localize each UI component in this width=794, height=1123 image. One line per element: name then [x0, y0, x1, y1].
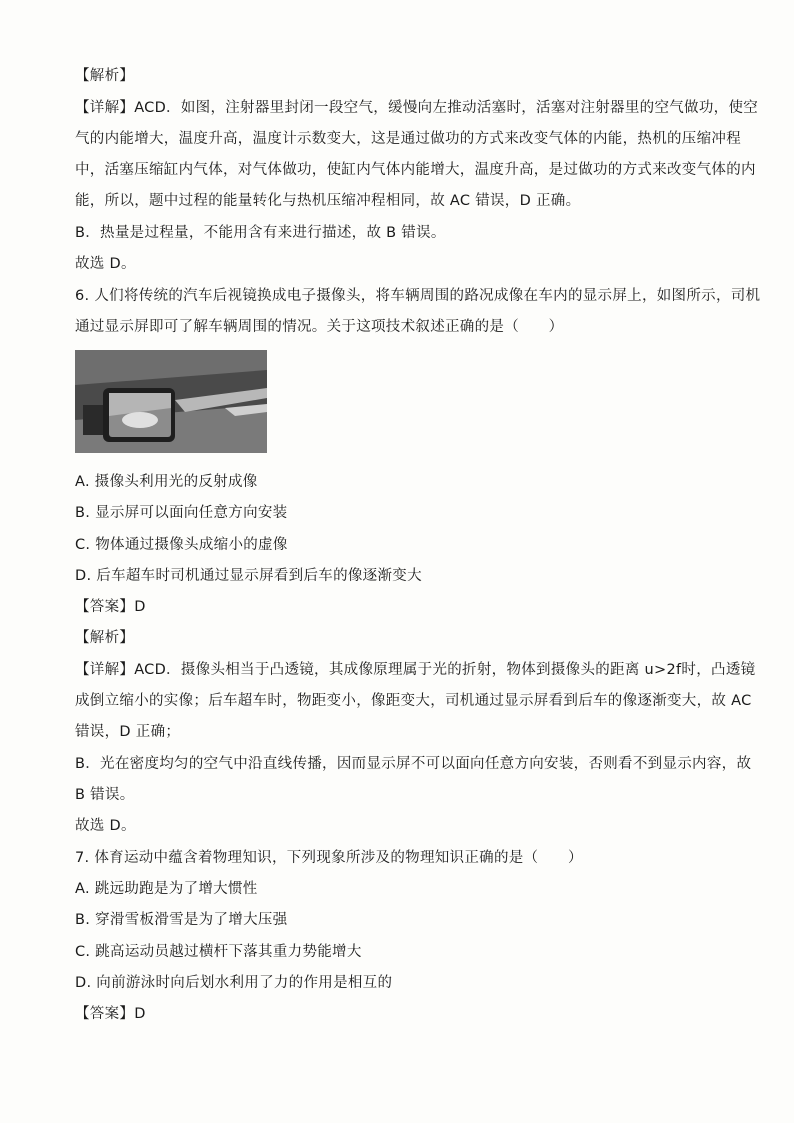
option-c: C. 物体通过摄像头成缩小的虚像 [75, 537, 288, 553]
option-c: C. 跳高运动员越过横杆下落其重力势能增大 [75, 944, 362, 960]
question-6-stem: 通过显示屏即可了解车辆周围的情况。关于这项技术叙述正确的是（ ） [75, 319, 564, 335]
answer-line: 【答案】D [75, 599, 146, 615]
detail-paragraph: B 错误。 [75, 787, 135, 803]
conclusion-line: 故选 D。 [75, 256, 136, 272]
question-7-stem: 7. 体育运动中蕴含着物理知识，下列现象所涉及的物理知识正确的是（ ） [75, 850, 583, 866]
detail-paragraph: 气的内能增大，温度升高，温度计示数变大，这是通过做功的方式来改变气体的内能，热机的压缩冲程 [75, 131, 741, 147]
detail-paragraph: 错误，D 正确； [75, 724, 181, 740]
detail-paragraph: 【详解】ACD．摄像头相当于凸透镜，其成像原理属于光的折射，物体到摄像头的距离 u>2f时，凸透镜 [75, 662, 756, 678]
detail-paragraph: 【详解】ACD．如图，注射器里封闭一段空气，缓慢向左推动活塞时，活塞对注射器里的空气做功，使空 [75, 100, 759, 116]
question-6-stem: 6. 人们将传统的汽车后视镜换成电子摄像头，将车辆周围的路况成像在车内的显示屏上，如图所示，司机 [75, 288, 761, 304]
detail-paragraph: 能，所以，题中过程的能量转化与热机压缩冲程相同，故 AC 错误，D 正确。 [75, 193, 581, 209]
option-d: D. 向前游泳时向后划水利用了力的作用是相互的 [75, 975, 393, 991]
analysis-heading: 【解析】 [75, 68, 135, 84]
option-d: D. 后车超车时司机通过显示屏看到后车的像逐渐变大 [75, 568, 422, 584]
option-a: A. 跳远助跑是为了增大惯性 [75, 881, 258, 897]
answer-line: 【答案】D [75, 1006, 146, 1022]
detail-paragraph: 中，活塞压缩缸内气体，对气体做功，使缸内气体内能增大，温度升高，是过做功的方式来改变气体的内 [75, 162, 756, 178]
detail-paragraph: 成倒立缩小的实像；后车超车时，物距变小，像距变大，司机通过显示屏看到后车的像逐渐变大，故 AC [75, 693, 752, 709]
option-a: A. 摄像头利用光的反射成像 [75, 474, 258, 490]
option-b: B. 穿滑雪板滑雪是为了增大压强 [75, 912, 288, 928]
car-display-photo [75, 350, 267, 453]
conclusion-line: 故选 D。 [75, 818, 136, 834]
detail-paragraph: B．光在密度均匀的空气中沿直线传播，因而显示屏不可以面向任意方向安装，否则看不到显示内容，故 [75, 756, 752, 772]
option-b: B. 显示屏可以面向任意方向安装 [75, 505, 288, 521]
detail-paragraph: B．热量是过程量，不能用含有来进行描述，故 B 错误。 [75, 225, 446, 241]
analysis-heading: 【解析】 [75, 630, 135, 646]
